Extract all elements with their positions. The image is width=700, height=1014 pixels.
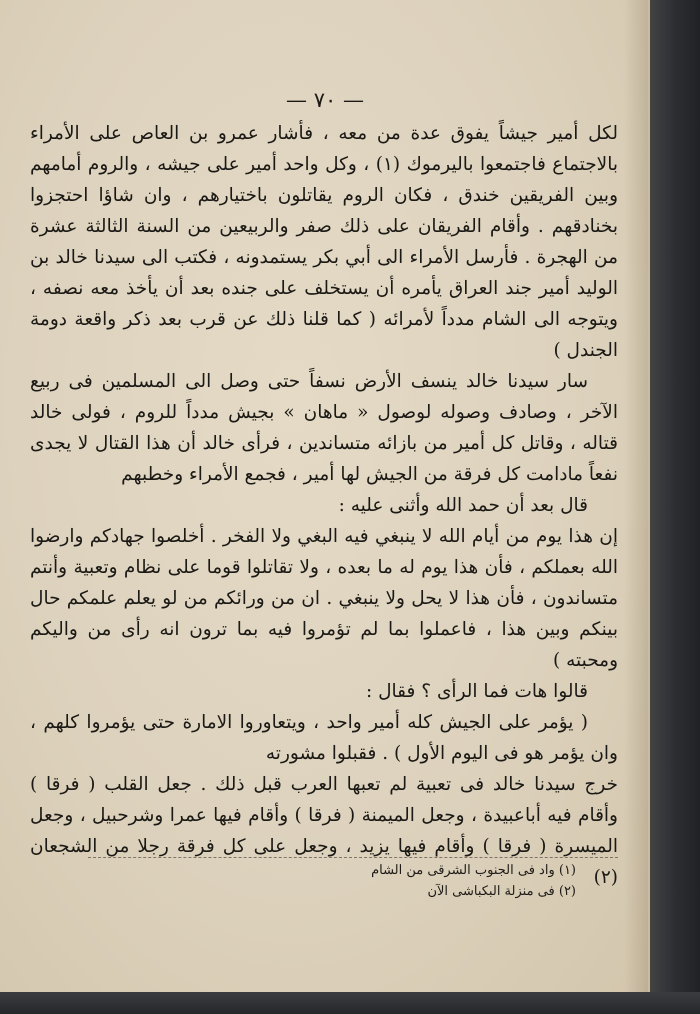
- book-binding: [642, 0, 700, 1014]
- paragraph: ( يؤمر على الجيش كله أمير واحد ، ويتعاوروا الامارة حتى يؤمروا كلهم ، وان يؤمر هو فى اليوم الأول ) . فقبلوا مشورته: [30, 712, 618, 764]
- footnote: (٢) فى منزلة البكباشى الآن: [427, 884, 576, 899]
- paragraph: سار سيدنا خالد ينسف الأرض نسفاً حتى وصل الى المسلمين فى ربيع الآخر ، وصادف وصوله لوصول « ماهان » بجيش مدداً للروم ، فولى خالد قتاله ، وقاتل كل أمير من بازائه متساندين ، فرأى خالد أن هذا القتال لا يجدى نفعاً مادامت كل فرقة من الجيش لها أمير ، فجمع الأمراء وخطبهم: [30, 371, 618, 485]
- footnotes: [76, 860, 576, 902]
- footnote-separator: [88, 857, 618, 858]
- book-cover-edge: [0, 992, 700, 1014]
- footnote: (١) واد فى الجنوب الشرقى من الشام: [371, 863, 576, 878]
- page-body: [30, 118, 618, 893]
- paragraph: لكل أمير جيشاً يفوق عدة من معه ، فأشار عمرو بن العاص على الأمراء بالاجتماع فاجتمعوا باليرموك (١) ، وكل واحد أمير على جيشه ، والروم أمامهم وبين الفريقين خندق ، فكان الروم يقاتلون باختيارهم ، وان شاؤا احتجزوا بخنادقهم . وأقام الفريقان على ذلك صفر والربيعين من السنة الثالثة عشرة من الهجرة . فأرسل الأمراء الى أبي بكر يستمدونه ، فكتب الى سيدنا خالد بن الوليد أمير جند العراق يأمره أن يستخلف على جنده بعد أن يأخذ معه نصفه ، ويتوجه الى الشام مدداً لأمرائه ( كما قلنا ذلك عن قرب بعد ذكر واقعة دومة الجندل ): [30, 123, 618, 361]
- paragraph: خرج سيدنا خالد فى تعبية لم تعبها العرب قبل ذلك . جعل القلب ( فرقا ) وأقام فيه أباعبيدة ، وجعل الميمنة ( فرقا ) وأقام فيها عمرا وشرحبيل ، وجعل الميسرة ( فرقا ) وأقام فيها يزيد ، وجعل على كل فرقة رجلا من الشجعان (٢): [30, 774, 618, 888]
- page-gutter-shadow: [624, 0, 648, 992]
- paragraph: إن هذا يوم من أيام الله لا ينبغي فيه البغي ولا الفخر . أخلصوا جهادكم وارضوا الله بعملكم ، فأن هذا يوم له ما بعده ، ولا تقاتلوا قوما على نظام وتعبية وأنتم متساندون ، فأن هذا لا يحل ولا ينبغي . ان من ورائكم من لو يعلم علمكم حال بينكم وبين هذا ، فاعملوا بما لم تؤمروا فيه بما ترون انه رأى من واليكم ومحبته ): [30, 526, 618, 671]
- paragraph: قالوا هات فما الرأى ؟ فقال :: [365, 681, 588, 702]
- page-number: — ٧٠ —: [286, 88, 364, 112]
- paragraph: قال بعد أن حمد الله وأثنى عليه :: [338, 495, 588, 516]
